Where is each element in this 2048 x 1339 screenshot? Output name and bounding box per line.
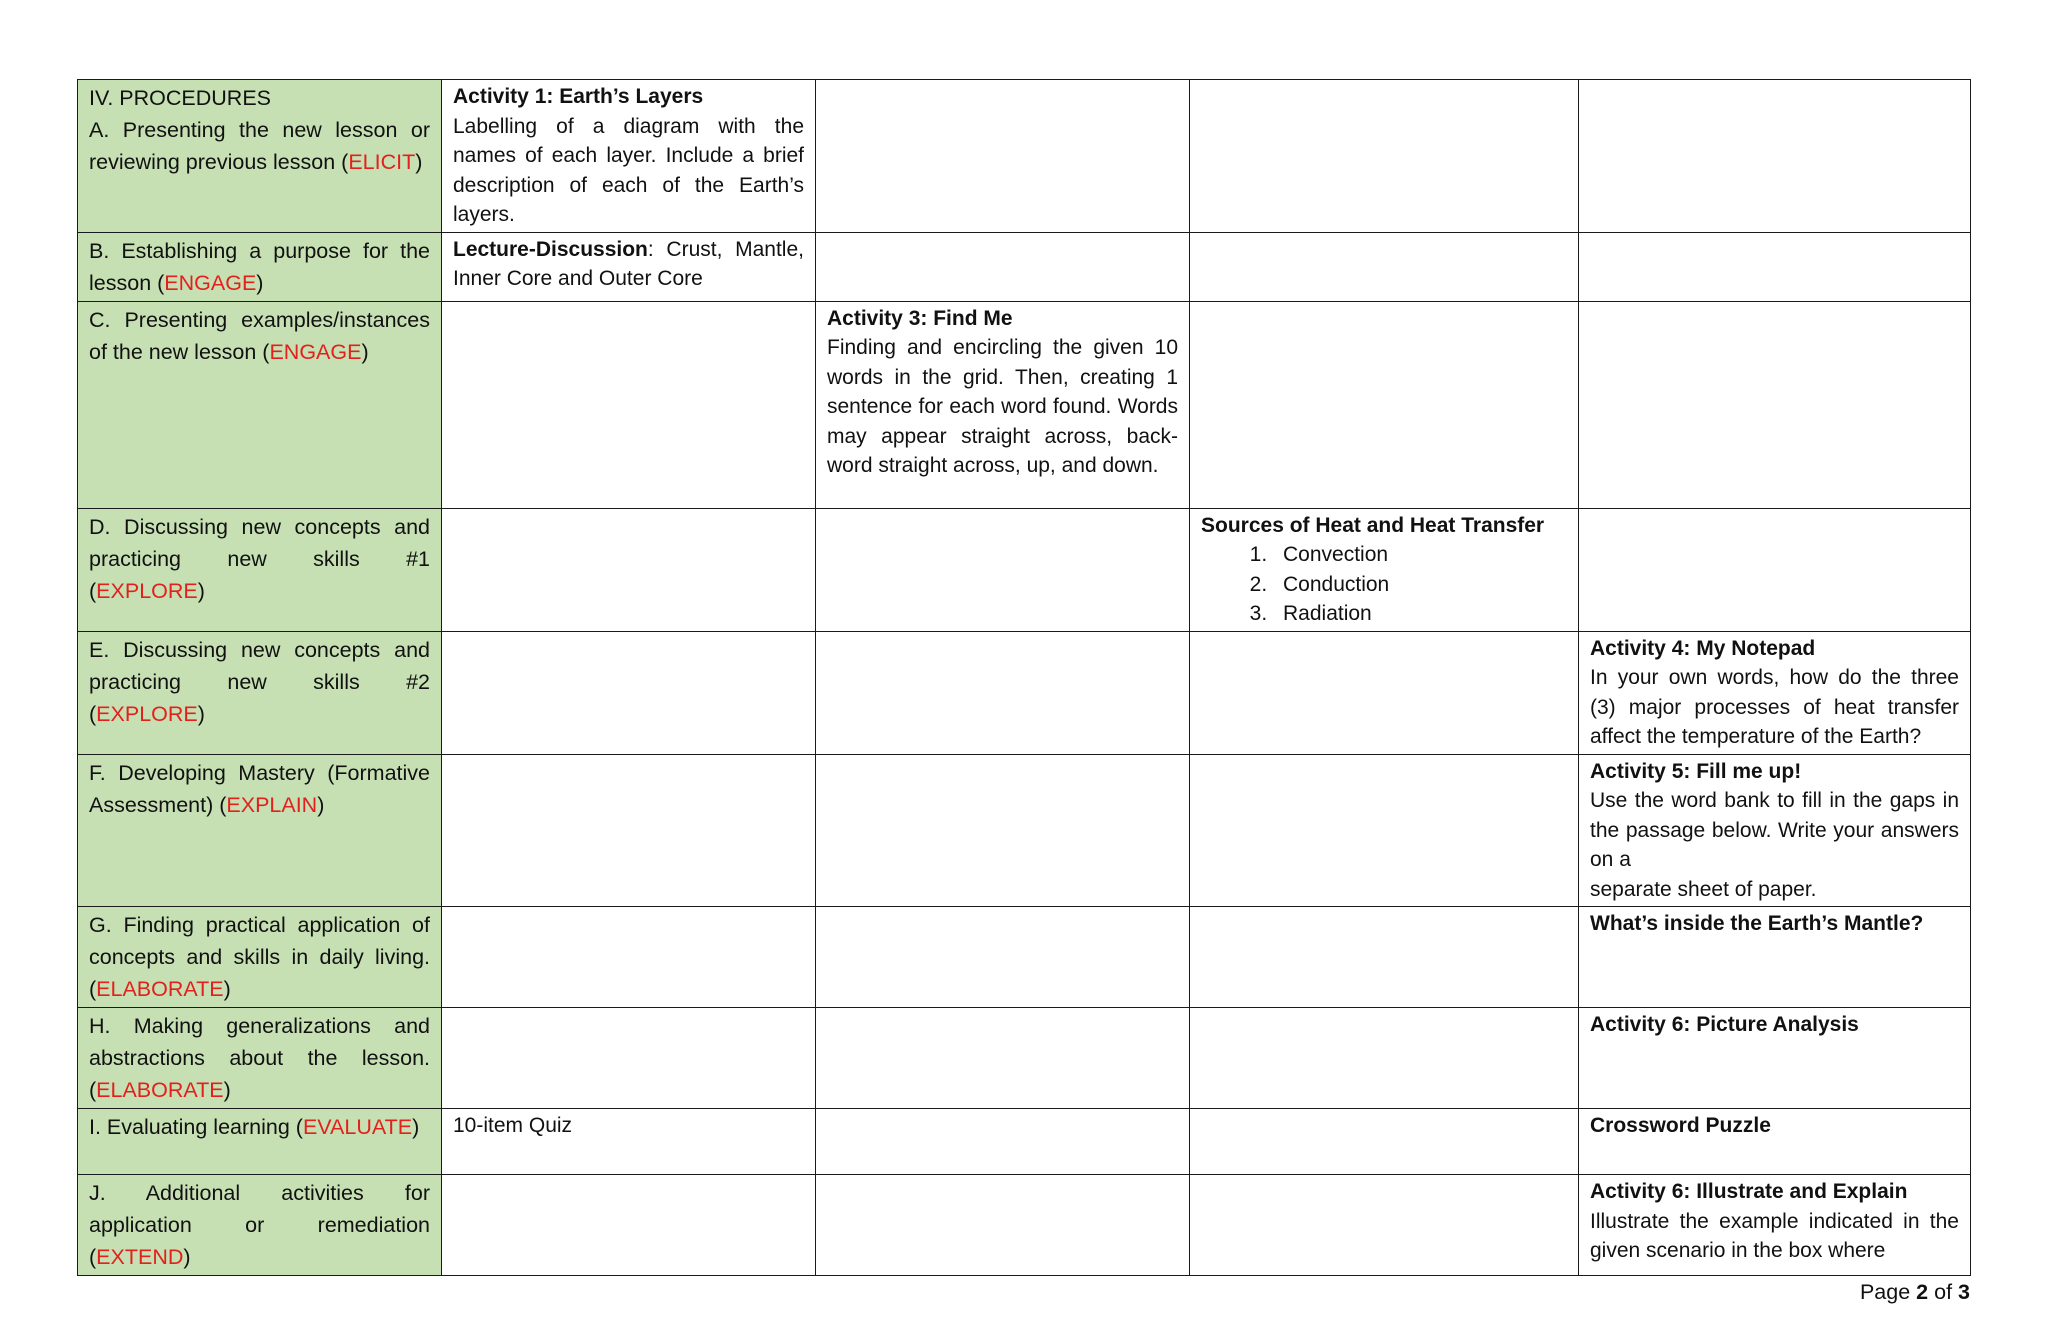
- empty-cell: [1190, 301, 1579, 508]
- empty-cell: [442, 754, 816, 907]
- procedure-label: H. Making generalizations and abstractions about the lesson. (: [89, 1014, 430, 1102]
- empty-cell: [816, 907, 1190, 1008]
- procedure-cell-i: I. Evaluating learning (EVALUATE): [78, 1109, 442, 1175]
- list-item: 3. Radiation: [1273, 599, 1567, 629]
- activity-cell: [816, 301, 1190, 508]
- empty-cell: [816, 631, 1190, 754]
- empty-cell: [1190, 1008, 1579, 1109]
- phase-label: EXPLORE: [96, 578, 198, 603]
- phase-label: EXPLORE: [96, 701, 198, 726]
- empty-cell: [442, 631, 816, 754]
- empty-cell: [816, 754, 1190, 907]
- procedure-label: D. Discussing new concepts and practicing new skills #1 (: [89, 514, 430, 603]
- procedure-label: C. Presenting examples/instances of the new lesson (: [89, 307, 430, 364]
- phase-label: EXPLAIN: [226, 792, 318, 817]
- activity-cell: [1579, 631, 1971, 754]
- empty-cell: [1579, 80, 1971, 233]
- list-item: 1. Convection: [1273, 540, 1567, 570]
- empty-cell: [816, 1175, 1190, 1276]
- activity-cell: [1579, 1175, 1971, 1276]
- procedure-cell-g: G. Finding practical application of concepts and skills in daily living. (ELABORATE): [78, 907, 442, 1008]
- empty-cell: [816, 508, 1190, 631]
- activity-cell: [442, 1109, 816, 1175]
- procedure-cell-b: B. Establishing a purpose for the lesson (ENGAGE): [78, 232, 442, 301]
- procedure-label: F. Developing Mastery (Formative Assessment) (: [89, 760, 430, 817]
- phase-label: EVALUATE: [302, 1115, 413, 1139]
- phase-label: ELABORATE: [96, 1078, 224, 1102]
- procedure-label: B. Establishing a purpose for the lesson (: [89, 238, 430, 295]
- empty-cell: [816, 1109, 1190, 1175]
- procedures-table: [77, 79, 1971, 1276]
- activity-cell: [1579, 907, 1971, 1008]
- empty-cell: [442, 301, 816, 508]
- procedure-label: I. Evaluating learning (: [89, 1115, 303, 1139]
- page-number: Page 2 of 3: [1859, 1280, 1970, 1304]
- table-row: [78, 754, 1971, 907]
- empty-cell: [816, 232, 1190, 301]
- activity-title: Activity 1: Earth’s Layers: [453, 85, 704, 108]
- empty-cell: [816, 1008, 1190, 1109]
- table-row: [78, 907, 1971, 1008]
- empty-cell: [442, 508, 816, 631]
- empty-cell: [1190, 232, 1579, 301]
- procedure-cell-d: D. Discussing new concepts and practicing new skills #1 (EXPLORE): [78, 508, 442, 631]
- phase-label: ENGAGE: [269, 339, 362, 364]
- table-row: [78, 508, 1971, 631]
- table-row: [78, 301, 1971, 508]
- activity-title: Lecture-Discussion: [453, 237, 648, 261]
- table-row: [78, 232, 1971, 301]
- empty-cell: [1190, 1109, 1579, 1175]
- activity-title: Activity 5: Fill me up!: [1590, 759, 1802, 783]
- empty-cell: [442, 1008, 816, 1109]
- section-header: IV. PROCEDURES: [89, 86, 272, 110]
- activity-description: In your own words, how do the three (3) major processes of heat transfer affect the temperature of the Earth?: [1590, 666, 1959, 748]
- procedure-cell-j: J. Additional activities for application or remediation (EXTEND): [78, 1175, 442, 1276]
- activity-title: Sources of Heat and Heat Transfer: [1201, 513, 1545, 537]
- heat-transfer-list: [1201, 540, 1567, 629]
- empty-cell: [1579, 232, 1971, 301]
- procedure-cell-a: IV. PROCEDURES A. Presenting the new lesson or reviewing previous lesson (ELICIT): [78, 80, 442, 233]
- procedure-label: J. Additional activities for application or remediation (: [89, 1181, 430, 1269]
- empty-cell: [816, 80, 1190, 233]
- procedure-cell-h: H. Making generalizations and abstractions about the lesson. (ELABORATE): [78, 1008, 442, 1109]
- activity-title: What’s inside the Earth’s Mantle?: [1590, 912, 1924, 935]
- empty-cell: [442, 907, 816, 1008]
- empty-cell: [1579, 301, 1971, 508]
- procedure-label: E. Discussing new concepts and practicing new skills #2 (: [89, 637, 430, 726]
- activity-title: Activity 3: Find Me: [827, 306, 1013, 330]
- activity-description: : Crust, Mantle, Inner Core and Outer Core: [453, 237, 804, 290]
- activity-title: Crossword Puzzle: [1590, 1114, 1771, 1137]
- procedure-label: A. Presenting the new lesson or reviewing previous lesson (: [89, 118, 430, 174]
- procedure-cell-c: C. Presenting examples/instances of the new lesson (ENGAGE): [78, 301, 442, 508]
- activity-description: Use the word bank to fill in the gaps in the passage below. Write your answers on a: [1590, 789, 1959, 871]
- activity-cell: [442, 80, 816, 233]
- table-row: [78, 1109, 1971, 1175]
- activity-title: Activity 6: Illustrate and Explain: [1590, 1180, 1908, 1203]
- phase-label: ELABORATE: [96, 977, 224, 1001]
- activity-cell: [1579, 754, 1971, 907]
- table-row: [78, 1008, 1971, 1109]
- activity-cell: [1579, 1109, 1971, 1175]
- activity-description: Labelling of a diagram with the names of each layer. Include a brief description of each of the Earth’s layers.: [453, 114, 804, 226]
- empty-cell: [1190, 1175, 1579, 1276]
- empty-cell: [1190, 631, 1579, 754]
- activity-description: 10-item Quiz: [453, 1114, 573, 1137]
- activity-cell: [1579, 1008, 1971, 1109]
- table-row: [78, 631, 1971, 754]
- activity-description: Finding and encircling the given 10 words in the grid. Then, creating 1 sentence for each word found. Words may appear straight across, back-word straight across, up, and down.: [827, 336, 1178, 477]
- table-row: [78, 80, 1971, 233]
- empty-cell: [442, 1175, 816, 1276]
- procedure-cell-f: F. Developing Mastery (Formative Assessment) (EXPLAIN): [78, 754, 442, 907]
- list-item: 2. Conduction: [1273, 570, 1567, 600]
- phase-label: ELICIT: [348, 150, 416, 174]
- empty-cell: [1190, 907, 1579, 1008]
- empty-cell: [1190, 754, 1579, 907]
- activity-cell: [1190, 508, 1579, 631]
- procedure-label: G. Finding practical application of concepts and skills in daily living. (: [89, 913, 430, 1001]
- phase-label: EXTEND: [96, 1245, 184, 1269]
- phase-label: ENGAGE: [164, 270, 257, 295]
- activity-description-continued: separate sheet of paper.: [1590, 877, 1817, 901]
- empty-cell: [1579, 508, 1971, 631]
- table-row: [78, 1175, 1971, 1276]
- procedure-cell-e: E. Discussing new concepts and practicing new skills #2 (EXPLORE): [78, 631, 442, 754]
- activity-title: Activity 6: Picture Analysis: [1590, 1013, 1859, 1036]
- activity-description: Illustrate the example indicated in the given scenario in the box where: [1590, 1209, 1959, 1262]
- activity-title: Activity 4: My Notepad: [1590, 636, 1816, 660]
- activity-cell: [442, 232, 816, 301]
- empty-cell: [1190, 80, 1579, 233]
